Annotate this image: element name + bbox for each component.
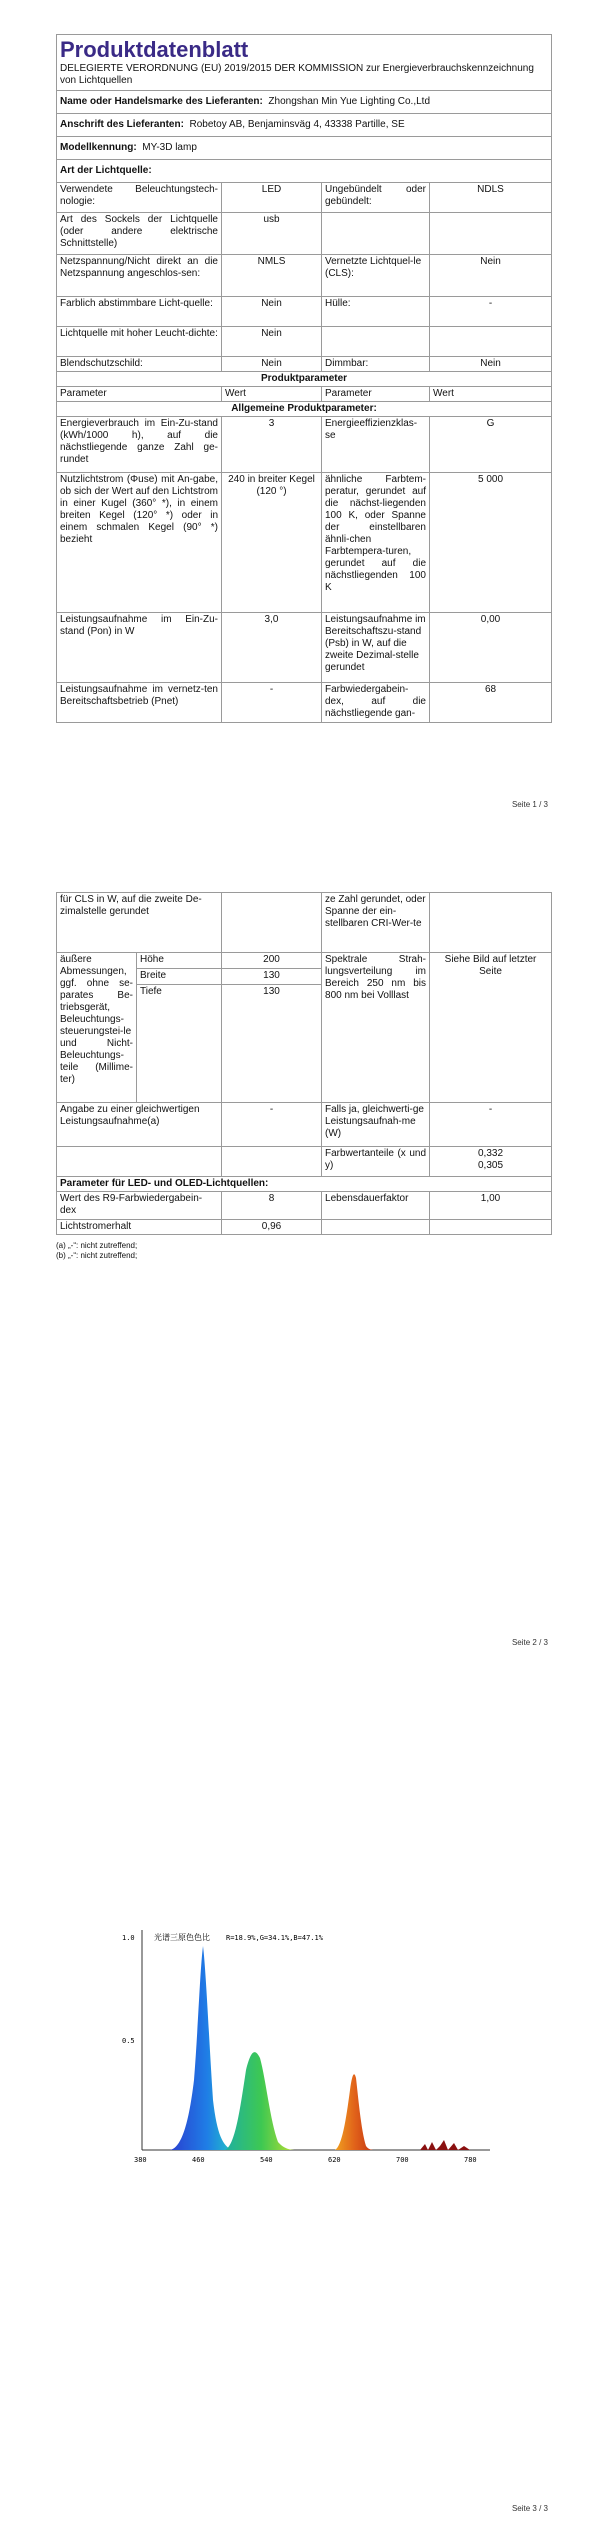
x-tick-label: 780 [464,2156,477,2164]
model-label: Modellkennung: [60,142,137,153]
spectral-value: Siehe Bild auf letzter Seite [430,953,552,1103]
value-cell: - [222,1103,322,1147]
table-row [57,327,552,357]
col-header-value: Wert [430,387,552,402]
value-cell: - [222,683,322,723]
y-tick-label: 1.0 [122,1934,135,1942]
table-row [57,683,552,723]
page-number: Seite 2 / 3 [511,1638,548,1647]
value-cell: Nein [430,357,552,372]
param-cell: Farblich abstimmbare Licht-quelle: [57,297,222,327]
value-cell: NMLS [222,255,322,297]
value-cell: 240 in breiter Kegel (120 °) [222,473,322,613]
param-cell [57,1147,222,1177]
light-source-type-heading: Art der Lichtquelle: [57,160,552,183]
table-row [57,1147,552,1177]
col-header-param: Parameter [57,387,222,402]
blue-peak [170,1946,232,2150]
deep-red-noise [420,2140,470,2150]
general-params-heading: Allgemeine Produktparameter: [57,402,552,417]
param-cell: Verwendete Beleuchtungstech-nologie: [57,183,222,213]
chroma-y: 0,305 [478,1160,504,1171]
dimensions-label: äußere Abmessungen, ggf. ohne se-parates Be-triebsgerät, Beleuchtungs-steuerungstei-le und Nicht-Beleuchtungs-teile (Millime-ter) [57,953,137,1103]
red-peak [335,2074,376,2150]
table-row [57,613,552,683]
rgb-ratio: R=18.9%,G=34.1%,B=47.1% [226,1934,323,1942]
param-cell: Nutzlichtstrom (Φuse) mit An-gabe, ob sich der Wert auf den Lichtstrom in einer Kugel (360° *), in einem breiten Kegel (120° *) oder in einem schmalen Kegel (90° *) bezieht [57,473,222,613]
page-number: Seite 3 / 3 [511,2504,548,2513]
param-cell: Blendschutzschild: [57,357,222,372]
value-cell [430,893,552,953]
value-cell [222,893,322,953]
spectrum-chart [120,1910,500,2190]
param-cell: Falls ja, gleichwerti-ge Leistungsaufnah-me (W) [322,1103,430,1147]
page-2 [0,880,600,1660]
param-cell: ze Zahl gerundet, oder Spanne der ein-stellbaren CRI-Wer-te [322,893,430,953]
param-cell: Dimmbar: [322,357,430,372]
green-peak [225,2052,298,2150]
datasheet-table-p1 [56,34,551,723]
value-cell: 1,00 [430,1192,552,1220]
model-row [57,137,552,160]
equiv-label: Angabe zu einer gleichwertigen Leistungsaufnahme(a) [60,1104,200,1127]
param-cell: Farbwiedergabein-dex, auf die nächstliegende gan- [322,683,430,723]
col-header-value: Wert [222,387,322,402]
value-cell: - [430,1103,552,1147]
param-cell: Lichtquelle mit hoher Leucht-dichte: [57,327,222,357]
param-cell: Farbwertanteile (x und y) [322,1147,430,1177]
table-row [57,1103,552,1147]
value-cell [430,1147,552,1177]
spectrum-image [120,1910,500,2190]
param-cell [322,1220,430,1235]
page-3 [0,1820,600,2526]
value-cell: 0,00 [430,613,552,683]
value-cell [430,327,552,357]
value-cell: 3 [222,417,322,473]
table-row [57,297,552,327]
dim-value: 130 [222,985,322,1103]
value-cell: 3,0 [222,613,322,683]
param-cell [322,327,430,357]
x-tick-label: 700 [396,2156,409,2164]
x-tick-label: 620 [328,2156,341,2164]
spectrum-title: 光谱三原色色比 [154,1933,210,1942]
model-value: MY-3D lamp [142,142,197,153]
table-row [57,255,552,297]
dim-name: Tiefe [137,985,222,1103]
param-cell: Vernetzte Lichtquel-le (CLS): [322,255,430,297]
dim-value: 200 [222,953,322,969]
table-row [57,357,552,372]
value-cell: 68 [430,683,552,723]
value-cell: Nein [430,255,552,297]
chroma-x: 0,332 [478,1148,504,1159]
footnote-a: (a) „-“: nicht zutreffend; [56,1241,138,1250]
table-row [57,417,552,473]
dim-value: 130 [222,969,322,985]
table-row [57,183,552,213]
value-cell: LED [222,183,322,213]
value-cell: Nein [222,297,322,327]
table-row [57,473,552,613]
product-params-heading: Produktparameter [57,372,552,387]
page-number: Seite 1 / 3 [511,800,548,809]
value-cell: 5 000 [430,473,552,613]
param-cell: für CLS in W, auf die zweite De-zimalstelle gerundet [57,893,222,953]
value-cell [430,213,552,255]
value-cell: usb [222,213,322,255]
supplier-label: Name oder Handelsmarke des Lieferanten: [60,96,263,107]
value-cell: G [430,417,552,473]
page-title: Produktdatenblatt [60,37,249,62]
address-label: Anschrift des Lieferanten: [60,119,184,130]
param-cell [322,213,430,255]
supplier-row [57,91,552,114]
table-row [57,953,552,969]
value-cell: - [430,297,552,327]
table-row [57,213,552,255]
value-cell: NDLS [430,183,552,213]
param-cell: ähnliche Farbtem-peratur, gerundet auf die nächst-liegenden 100 K, oder Spanne der einstellbaren ähnli-chen Farbtempera-turen, gerundet auf die nächstliegenden 100 K [322,473,430,613]
param-cell: Art des Sockels der Lichtquelle (oder andere elektrische Schnittstelle) [57,213,222,255]
param-cell: Leistungsaufnahme im Bereitschaftszu-stand (Psb) in W, auf die zweite Dezimal-stelle gerundet [322,613,430,683]
param-cell: Leistungsaufnahme im Ein-Zu-stand (Pon) in W [57,613,222,683]
supplier-value: Zhongshan Min Yue Lighting Co.,Ltd [268,96,431,107]
value-cell: 8 [222,1192,322,1220]
param-cell: Energieverbrauch im Ein-Zu-stand (kWh/1000 h), auf die nächstliegende ganze Zahl ge-rundet [57,417,222,473]
x-tick-label: 460 [192,2156,205,2164]
dim-name: Höhe [137,953,222,969]
value-cell [222,1147,322,1177]
spectral-label: Spektrale Strah-lungsverteilung im Bereich 250 nm bis 800 nm bei Volllast [322,953,430,1103]
footnote-b: (b) „-“: nicht zutreffend; [56,1251,138,1260]
regulation-subtitle: DELEGIERTE VERORDNUNG (EU) 2019/2015 DER KOMMISSION zur Energieverbrauchskennzeichnung von Lichtquellen [60,63,534,86]
param-cell: Hülle: [322,297,430,327]
param-cell: Lichtstromerhalt [57,1220,222,1235]
x-tick-label: 380 [134,2156,147,2164]
table-row [57,893,552,953]
y-tick-label: 0.5 [122,2037,135,2045]
value-cell: 0,96 [222,1220,322,1235]
param-cell: Wert des R9-Farbwiedergabein-dex [57,1192,222,1220]
value-cell: Nein [222,357,322,372]
dim-name: Breite [137,969,222,985]
page-1 [0,0,600,820]
x-tick-label: 540 [260,2156,273,2164]
param-cell: Netzspannung/Nicht direkt an die Netzspannung angeschlos-sen: [57,255,222,297]
param-cell: Ungebündelt oder gebündelt: [322,183,430,213]
param-cell: Lebensdauerfaktor [322,1192,430,1220]
col-header-param: Parameter [322,387,430,402]
table-row [57,1192,552,1220]
led-params-heading: Parameter für LED- und OLED-Lichtquellen: [57,1177,552,1192]
address-row [57,114,552,137]
value-cell: Nein [222,327,322,357]
datasheet-table-p2 [56,892,551,1261]
value-cell [430,1220,552,1235]
footnotes [56,1241,551,1261]
column-header-row [57,387,552,402]
param-cell [57,1103,222,1147]
param-cell: Leistungsaufnahme im vernetz-ten Bereitschaftsbetrieb (Pnet) [57,683,222,723]
param-cell: Energieeffizienzklas-se [322,417,430,473]
address-value: Robetoy AB, Benjaminsväg 4, 43338 Partille, SE [189,119,405,130]
table-row [57,1220,552,1235]
